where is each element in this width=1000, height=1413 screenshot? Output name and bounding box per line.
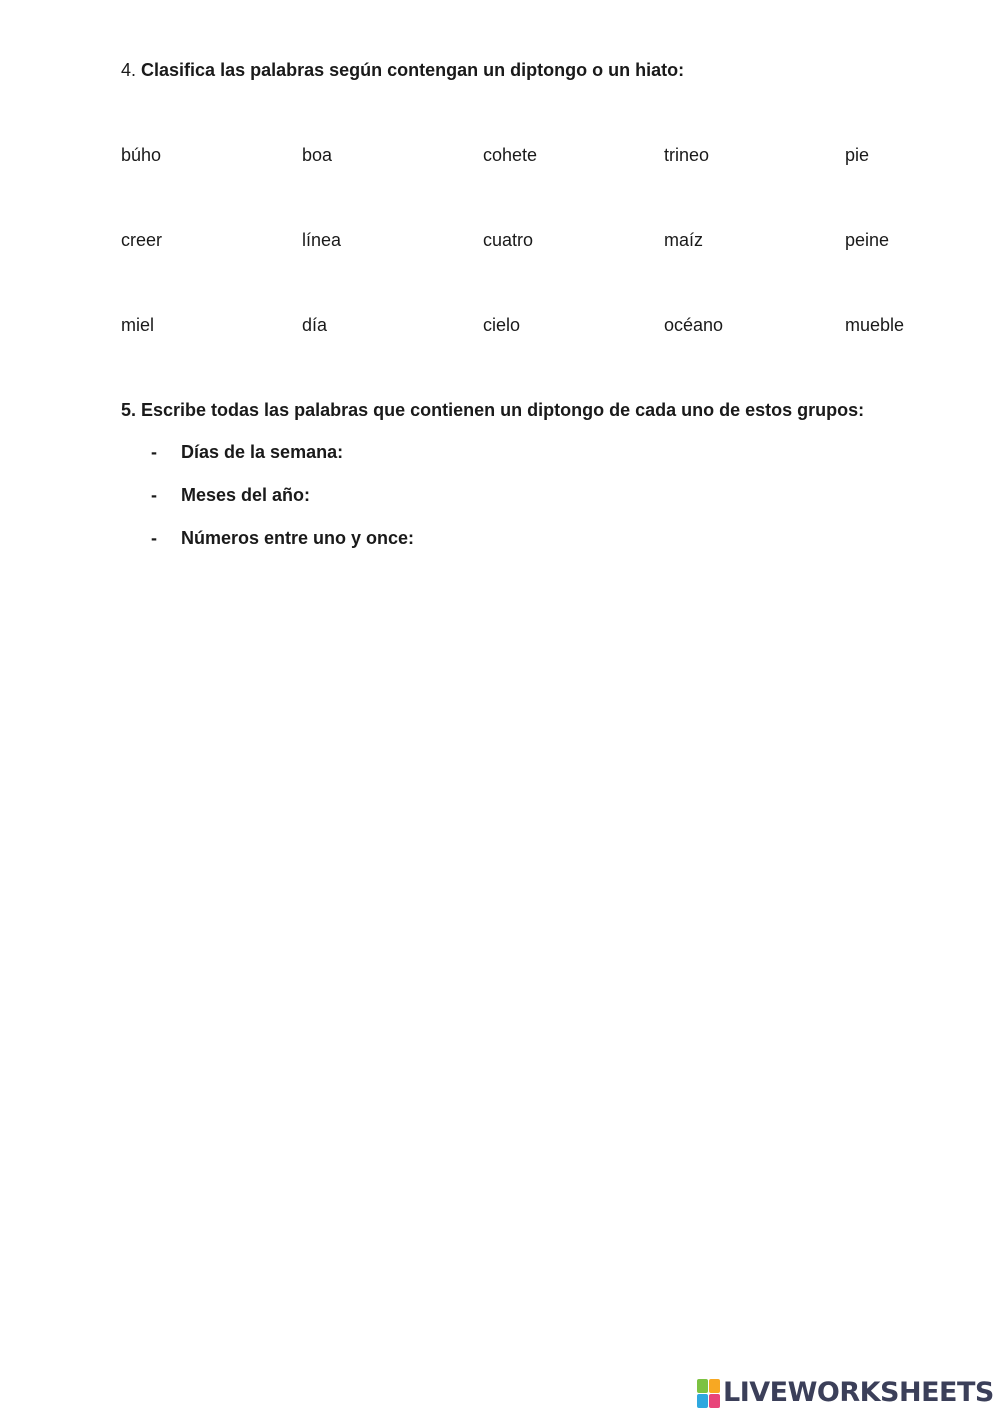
word-cell: miel: [121, 315, 155, 335]
word-cell: cuatro: [483, 230, 534, 250]
word-cell: mueble: [845, 315, 905, 335]
word-cell: cielo: [483, 315, 521, 335]
word-cell: boa: [302, 145, 333, 165]
exercise-4-text: Clasifica las palabras según contengan un diptongo o un hiato:: [141, 60, 685, 80]
word-cell: línea: [302, 230, 342, 250]
list-dash: -: [151, 528, 157, 548]
exercise-5-instruction: 5. Escribe todas las palabras que contienen un diptongo de cada uno de estos grupos:: [121, 400, 865, 420]
word-cell: búho: [121, 145, 162, 165]
word-cell: océano: [664, 315, 724, 335]
list-item-days: [151, 442, 343, 463]
logo-text: LIVEWORKSHEETS: [723, 1377, 994, 1408]
list-item-numbers: [151, 528, 414, 549]
word-cell: maíz: [664, 230, 704, 250]
liveworksheets-logo: [697, 1378, 994, 1408]
list-item-label: Meses del año:: [181, 485, 311, 505]
word-cell: pie: [845, 145, 870, 165]
word-cell: trineo: [664, 145, 710, 165]
word-cell: cohete: [483, 145, 538, 165]
word-cell: peine: [845, 230, 890, 250]
liveworksheets-logo-icon: [697, 1379, 720, 1408]
list-item-label: Días de la semana:: [181, 442, 344, 462]
list-dash: -: [151, 442, 157, 462]
exercise-4-number: 4.: [121, 60, 137, 80]
list-item-months: [151, 485, 310, 506]
list-item-label: Números entre uno y once:: [181, 528, 415, 548]
word-cell: día: [302, 315, 328, 335]
exercise-4-instruction: [121, 60, 684, 81]
list-dash: -: [151, 485, 157, 505]
word-cell: creer: [121, 230, 163, 250]
